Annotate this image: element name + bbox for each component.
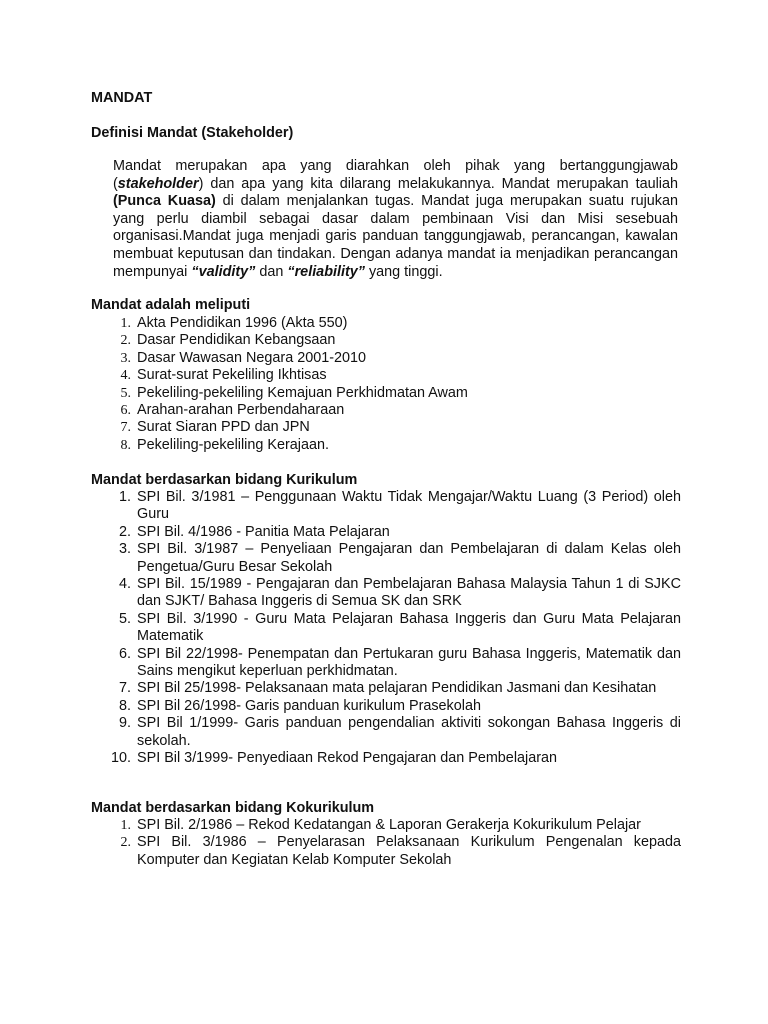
definition-validity-term: “validity” (191, 263, 256, 280)
list-item (91, 715, 681, 750)
list-item (91, 350, 681, 367)
list-item-text: Dasar Wawasan Negara 2001-2010 (137, 349, 367, 366)
definition-paragraph (113, 158, 678, 281)
list-item (91, 698, 681, 715)
definition-punca-kuasa: (Punca Kuasa) (113, 193, 216, 210)
list-item (91, 680, 681, 697)
list-item-text: SPI Bil 3/1999- Penyediaan Rekod Pengajaran dan Pembelajaran (137, 750, 558, 767)
list-item (91, 817, 681, 834)
list-number: 2. (118, 523, 131, 540)
list-number: 1. (120, 818, 131, 833)
meliputi-section (91, 297, 681, 454)
definition-text-4: dan (255, 263, 288, 280)
list-item (91, 576, 681, 611)
list-number: 7. (120, 420, 131, 436)
list-item-text: SPI Bil. 3/1981 – Penggunaan Waktu Tidak Mengajar/Waktu Luang (3 Period) oleh Guru (137, 489, 681, 523)
list-number: 7. (118, 680, 131, 697)
list-item-text: SPI Bil 22/1998- Penempatan dan Pertukaran guru Bahasa Inggeris, Matematik dan Sains mengikut keperluan perkhidmatan. (137, 645, 681, 680)
list-item (91, 315, 681, 332)
list-item-text: SPI Bil. 3/1987 – Penyeliaan Pengajaran dan Pembelajaran di dalam Kelas oleh Pengetua/Guru Besar Sekolah (137, 541, 681, 575)
list-item-text: Pekeliling-pekeliling Kemajuan Perkhidmatan Awam (137, 384, 468, 401)
list-number: 2. (120, 835, 131, 851)
list-item (91, 646, 681, 681)
definition-heading: Definisi Mandat (Stakeholder) (91, 125, 294, 141)
list-item-text: SPI Bil. 4/1986 - Panitia Mata Pelajaran (137, 523, 390, 540)
list-number: 3. (120, 350, 131, 366)
list-item (91, 524, 681, 541)
definition-text-2: ) dan apa yang kita dilarang melakukannya. Mandat merupakan tauliah (198, 175, 678, 192)
list-item-text: SPI Bil. 3/1990 - Guru Mata Pelajaran Bahasa Inggeris dan Guru Mata Pelajaran Matematik (137, 610, 681, 645)
kurikulum-section (91, 472, 681, 768)
list-number: 8. (120, 437, 131, 453)
meliputi-heading: Mandat adalah meliputi (91, 297, 251, 313)
definition-reliability-term: “reliability” (287, 263, 365, 280)
list-item (91, 489, 681, 524)
kurikulum-heading: Mandat berdasarkan bidang Kurikulum (91, 472, 358, 488)
list-number: 4. (120, 368, 131, 384)
list-number: 2. (120, 333, 131, 349)
list-item (91, 367, 681, 384)
list-item-text: Surat Siaran PPD dan JPN (137, 419, 310, 436)
page-title: MANDAT (91, 90, 153, 106)
list-item-text: Arahan-arahan Perbendaharaan (137, 402, 345, 419)
list-number: 5. (120, 385, 131, 401)
list-number: 1. (118, 489, 131, 505)
list-item-text: Pekeliling-pekeliling Kerajaan. (137, 436, 329, 453)
list-number: 4. (118, 576, 131, 593)
definition-text-5: yang tinggi. (364, 263, 443, 280)
list-item-text: Surat-surat Pekeliling Ikhtisas (137, 367, 327, 384)
list-item-text: Akta Pendidikan 1996 (Akta 550) (137, 315, 348, 331)
list-item (91, 834, 681, 869)
list-item-text: SPI Bil 25/1998- Pelaksanaan mata pelajaran Pendidikan Jasmani dan Kesihatan (137, 680, 657, 697)
kurikulum-list (91, 489, 681, 768)
list-item (91, 611, 681, 646)
kokurikulum-heading: Mandat berdasarkan bidang Kokurikulum (91, 800, 375, 816)
list-item-text: Dasar Pendidikan Kebangsaan (137, 332, 336, 349)
list-item (91, 750, 681, 767)
list-item-text: SPI Bil. 15/1989 - Pengajaran dan Pembelajaran Bahasa Malaysia Tahun 1 di SJKC dan SJKT/ Bahasa Inggeris di Semua SK dan SRK (137, 576, 681, 610)
definition-stakeholder-term: stakeholder (117, 175, 199, 192)
list-item (91, 402, 681, 419)
list-number: 1. (120, 316, 131, 331)
list-number: 8. (118, 697, 131, 714)
list-number: 6. (118, 645, 131, 662)
list-item-text: SPI Bil 1/1999- Garis panduan pengendalian aktiviti sokongan Bahasa Inggeris di sekolah. (137, 715, 681, 749)
list-item-text: SPI Bil 26/1998- Garis panduan kurikulum Prasekolah (137, 697, 481, 714)
list-number: 9. (118, 715, 131, 732)
definition-text-3: di dalam menjalankan tugas. Mandat juga merupakan suatu rujukan yang perlu diambil sebagai dasar dalam pembinaan Visi dan Misi sesebuah organisasi.Mandat juga menjadi garis panduan tanggungjawab, perancangan, kawalan membuat keputusan dan tindakan. Dengan adanya mandat ia menjadikan perancangan mempunyai (113, 193, 678, 280)
list-number: 5. (118, 610, 131, 627)
meliputi-list (91, 315, 681, 454)
list-item-text: SPI Bil. 2/1986 – Rekod Kedatangan & Laporan Gerakerja Kokurikulum Pelajar (137, 817, 641, 833)
list-item (91, 419, 681, 436)
definition-text-1: Mandat merupakan apa yang diarahkan oleh pihak yang bertanggungjawab ( (113, 158, 678, 192)
kokurikulum-list (91, 817, 681, 869)
list-number: 6. (120, 403, 131, 419)
list-number: 10. (110, 750, 131, 767)
list-item (91, 437, 681, 454)
list-item (91, 385, 681, 402)
kokurikulum-section (91, 800, 681, 869)
list-item (91, 332, 681, 349)
list-number: 3. (118, 541, 131, 558)
list-item (91, 541, 681, 576)
list-item-text: SPI Bil. 3/1986 – Penyelarasan Pelaksanaan Kurikulum Pengenalan kepada Komputer dan Kegiatan Kelab Komputer Sekolah (137, 834, 681, 868)
